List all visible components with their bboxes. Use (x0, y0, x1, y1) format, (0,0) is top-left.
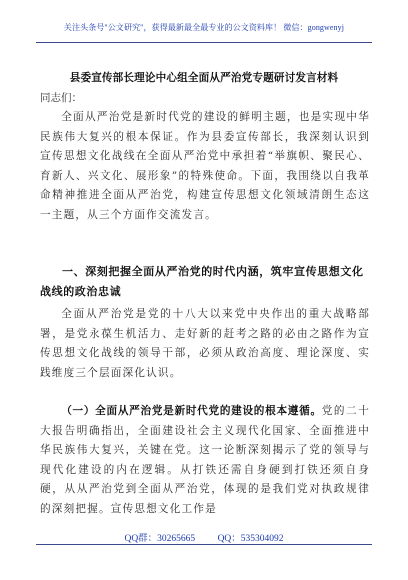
salutation: 同志们： (40, 92, 82, 104)
footer-qq-group: QQ群：30265665 (124, 534, 196, 544)
paragraph-section-1: 全面从严治党是党的十八大以来党中央作出的重大战略部署，是党永葆生机活力、走好新的赶考之路的必由之路作为宣传思想文化战线的领导干部，必须从政治高度、理论深度、实践维度三个层面深化认识。 (40, 308, 370, 379)
section-heading-1: 一、深刻把握全面从严治党的时代内涵，筑牢宣传思想文化战线的政治忠诚 (40, 265, 364, 298)
subheading-1: （一）全面从严治党是新时代党的建设的根本遵循。 (61, 405, 322, 417)
header-text: 关注头条号"公文研究"，获得最新最全最专业的公文资料库！ 微信：gongwenyj (63, 22, 345, 32)
footer (0, 530, 408, 544)
header-banner (36, 12, 372, 43)
subsection-1 (40, 402, 370, 520)
paragraph-intro: 全面从严治党是新时代党的建设的鲜明主题，也是实现中华民族伟大复兴的根本保证。作为县委宣传部长，我深刻认识到宣传思想文化战线在全面从严治党中承担着“举旗帜、聚民心、育新人、兴文化、展形象”的特殊使命。下面，我围绕以自我革命精神推进全面从严治党，构建宣传思想文化领域清朗生态这一主题，从三个方面作交流发言。 (40, 111, 370, 221)
footer-qq: QQ：535304092 (217, 534, 284, 544)
footer-divider (36, 544, 372, 545)
paragraph-subsection-1: 党的二十大报告明确指出，全面建设社会主义现代化国家、全面推进中华民族伟大复兴，关键在党。这一论断深刻揭示了党的领导与现代化建设的内在逻辑。从打铁还需自身硬到打铁还须自身硬，从从严治党到全面从严治党，体现的是我们党对执政规律的深刻把握。宣传思想文化工作是 (40, 405, 370, 515)
document-title: 县委宣传部长理论中心组全面从严治党专题研讨发言材料 (69, 72, 339, 84)
